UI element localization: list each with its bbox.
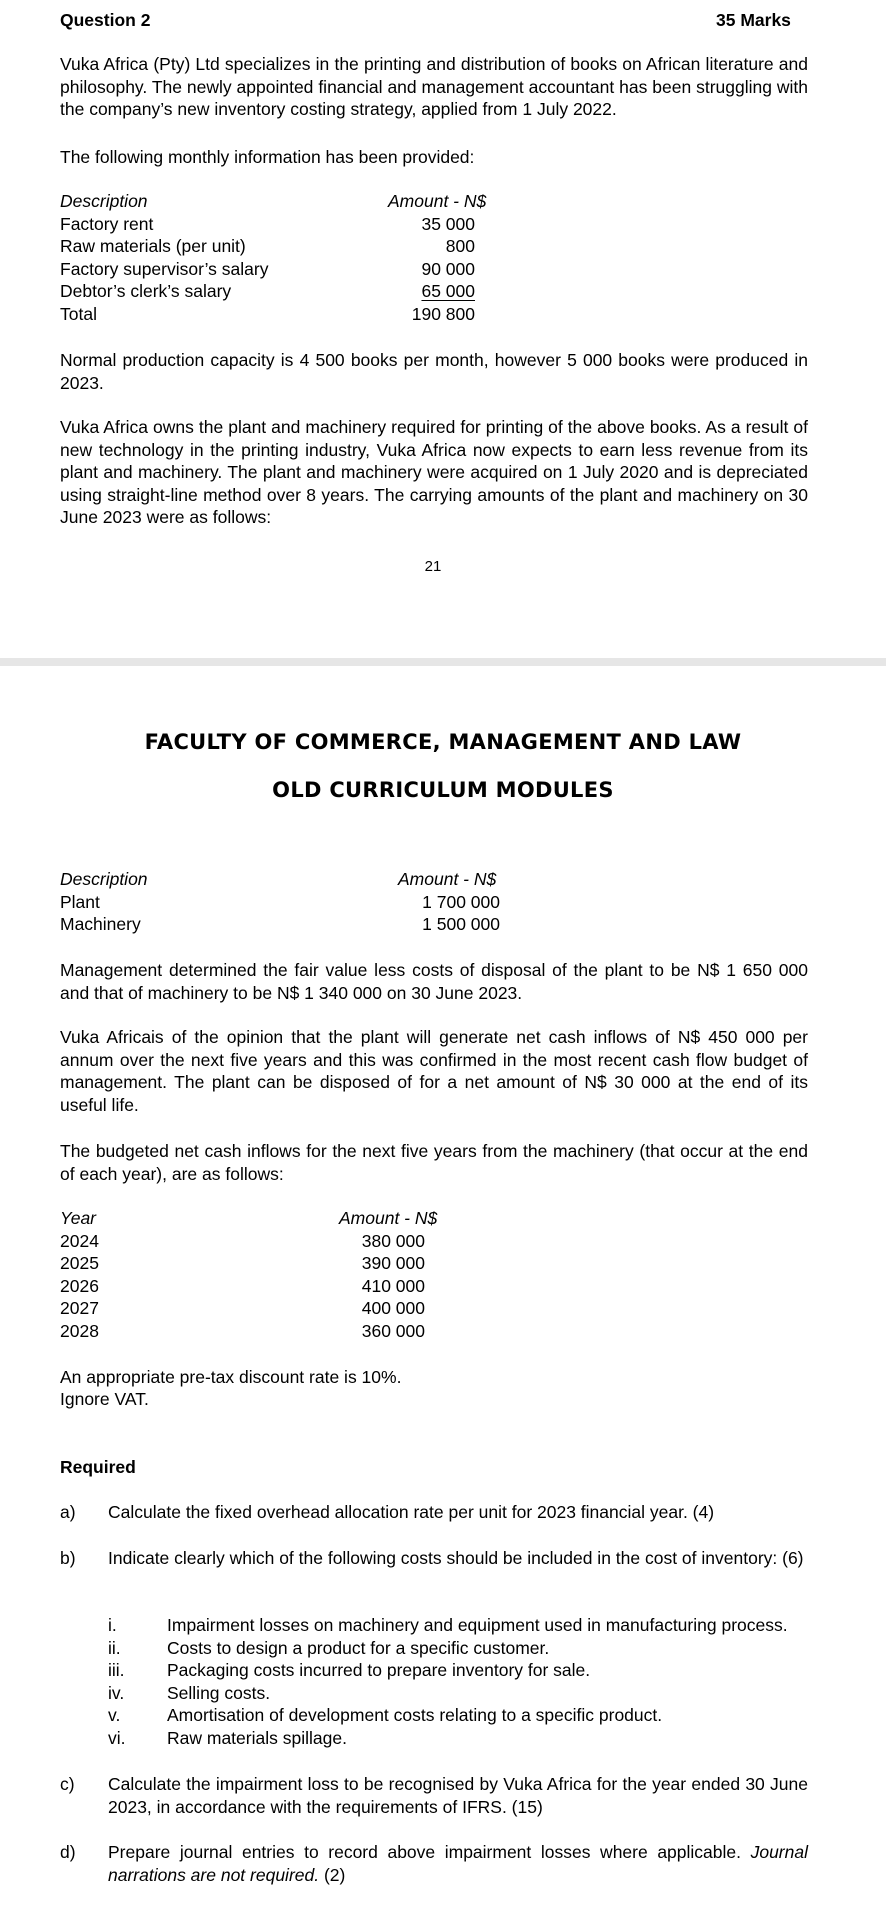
question-d-italic: Journal narrations are not required. xyxy=(108,1842,808,1885)
table2-row-amount: 1 500 000 xyxy=(422,914,500,934)
list-item-number: iv. xyxy=(108,1683,125,1703)
marks-label: 35 Marks xyxy=(716,10,791,30)
question-c-label: c) xyxy=(60,1774,75,1794)
question-d-main: Prepare journal entries to record above impairment losses where applicable. xyxy=(108,1842,741,1862)
list-item-number: iii. xyxy=(108,1660,125,1680)
question-a-label: a) xyxy=(60,1502,76,1522)
table1-row-desc: Debtor’s clerk’s salary xyxy=(60,281,232,301)
list-item-number: ii. xyxy=(108,1638,121,1658)
table1-header-amount: Amount - N$ xyxy=(388,191,487,211)
table3-row-year: 2025 xyxy=(60,1253,99,1273)
table2-row-desc: Plant xyxy=(60,892,100,912)
table1-row-amount: 90 000 xyxy=(421,259,475,279)
table3-header-year: Year xyxy=(60,1208,96,1228)
info-lead-in: The following monthly information has been provided: xyxy=(60,147,475,167)
budgeted-paragraph: The budgeted net cash inflows for the next five years from the machinery (that occur at the end of each year), are as follows: xyxy=(60,1141,808,1184)
ignore-vat-text: Ignore VAT. xyxy=(60,1389,149,1409)
table3-row-year: 2026 xyxy=(60,1276,99,1296)
table3-row-amount: 390 000 xyxy=(361,1253,425,1273)
list-item-text: Raw materials spillage. xyxy=(167,1728,347,1748)
plant-paragraph: Vuka Africa owns the plant and machinery required for printing of the above books. As a result of new technology in the printing industry, Vuka Africa now expects to earn less revenue from its plant and machinery. The plant and machinery were acquired on 1 July 2020 and is depreciated using straight-line method over 8 years. The carrying amounts of the plant and machinery on 30 June 2023 were as follows: xyxy=(60,417,808,527)
list-item-number: v. xyxy=(108,1705,121,1725)
list-item-text: Amortisation of development costs relating to a specific product. xyxy=(167,1705,663,1725)
fair-value-paragraph: Management determined the fair value less costs of disposal of the plant to be N$ 1 650 000 and that of machinery to be N$ 1 340 000 on 30 June 2023. xyxy=(60,960,808,1003)
list-item-text: Costs to design a product for a specific customer. xyxy=(167,1638,550,1658)
table3-row-year: 2028 xyxy=(60,1321,99,1341)
question-b-text: Indicate clearly which of the following costs should be included in the cost of inventory: (6) xyxy=(108,1548,804,1568)
table3-row-amount: 380 000 xyxy=(361,1231,425,1251)
table3-row-year: 2027 xyxy=(60,1298,99,1318)
table1-row-desc: Total xyxy=(60,304,97,324)
faculty-heading: FACULTY OF COMMERCE, MANAGEMENT AND LAW xyxy=(144,730,742,754)
table1-row-amount-cell xyxy=(370,280,475,303)
capacity-paragraph: Normal production capacity is 4 500 books per month, however 5 000 books were produced in 2023. xyxy=(60,350,808,393)
discount-rate-text: An appropriate pre-tax discount rate is 10%. xyxy=(60,1367,402,1387)
table3-row-amount: 360 000 xyxy=(361,1321,425,1341)
question-b-label: b) xyxy=(60,1548,76,1568)
table1-header-description: Description xyxy=(60,191,148,211)
list-item-text: Selling costs. xyxy=(167,1683,271,1703)
table2-header-amount: Amount - N$ xyxy=(398,869,497,889)
list-item-text: Impairment losses on machinery and equipment used in manufacturing process. xyxy=(167,1615,788,1635)
table1-row-amount: 800 xyxy=(445,236,475,256)
question-d-label: d) xyxy=(60,1842,76,1862)
table1-row-desc: Raw materials (per unit) xyxy=(60,236,246,256)
cash-inflows-paragraph: Vuka Africais of the opinion that the plant will generate net cash inflows of N$ 450 000 per annum over the next five years and this was confirmed in the most recent cash flow budget of management. The plant can be disposed of for a net amount of N$ 30 000 at the end of its useful life. xyxy=(60,1027,808,1115)
curriculum-heading: OLD CURRICULUM MODULES xyxy=(272,778,614,802)
question-d-text xyxy=(108,1841,808,1886)
intro-paragraph: Vuka Africa (Pty) Ltd specializes in the printing and distribution of books on African literature and philosophy. The newly appointed financial and management accountant has been struggling with the company’s new inventory costing strategy, applied from 1 July 2022. xyxy=(60,54,808,119)
list-item-text: Packaging costs incurred to prepare inventory for sale. xyxy=(167,1660,591,1680)
table3-header-amount: Amount - N$ xyxy=(339,1208,438,1228)
question-c-text: Calculate the impairment loss to be recognised by Vuka Africa for the year ended 30 June 2023, in accordance with the requirements of IFRS. (15) xyxy=(108,1774,808,1817)
table1-row-desc: Factory rent xyxy=(60,214,154,234)
table2-header-description: Description xyxy=(60,869,148,889)
list-item-number: i. xyxy=(108,1615,117,1635)
list-item-number: vi. xyxy=(108,1728,126,1748)
required-heading: Required xyxy=(60,1457,136,1477)
question-d-marks: (2) xyxy=(323,1864,346,1885)
page-number: 21 xyxy=(424,558,442,575)
question-title: Question 2 xyxy=(60,10,151,30)
table1-total-amount: 190 800 xyxy=(411,304,475,324)
table2-row-amount: 1 700 000 xyxy=(422,892,500,912)
table3-row-amount: 410 000 xyxy=(361,1276,425,1296)
table1-row-amount-underlined: 65 000 xyxy=(421,281,475,301)
table3-row-amount: 400 000 xyxy=(361,1298,425,1318)
table3-row-year: 2024 xyxy=(60,1231,99,1251)
table1-row-desc: Factory supervisor’s salary xyxy=(60,259,269,279)
page-divider xyxy=(0,658,886,666)
table1-row-amount: 35 000 xyxy=(421,214,475,234)
table2-row-desc: Machinery xyxy=(60,914,141,934)
question-a-text: Calculate the fixed overhead allocation rate per unit for 2023 financial year. (4) xyxy=(108,1502,715,1522)
